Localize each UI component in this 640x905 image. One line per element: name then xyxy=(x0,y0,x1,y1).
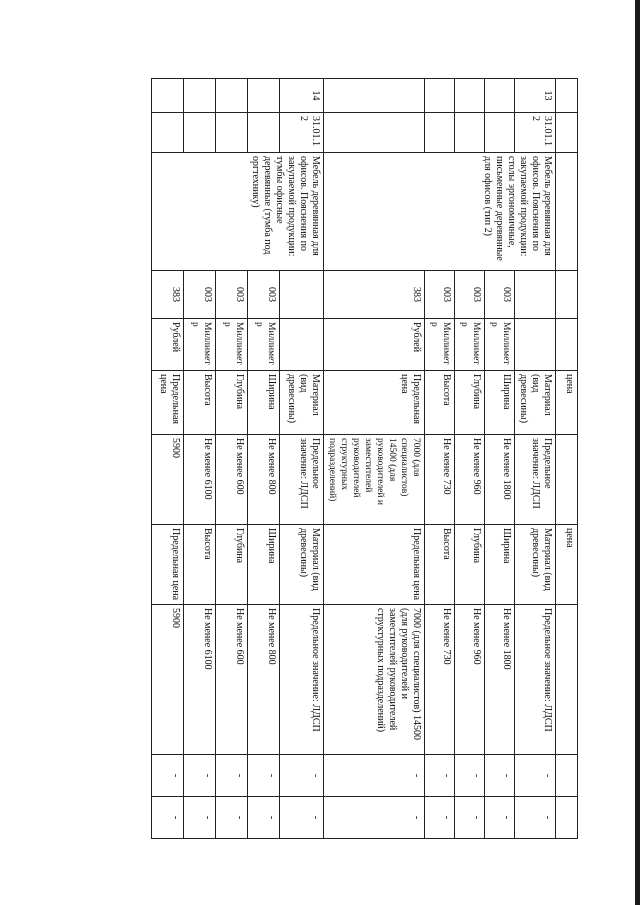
cell-unit-code xyxy=(515,271,556,319)
cell-unit: Миллиметр xyxy=(184,319,216,371)
cell-code xyxy=(485,113,515,153)
cell-num xyxy=(425,79,455,113)
cell-code xyxy=(216,113,248,153)
requirements-table xyxy=(151,78,578,839)
cell-unit-code: 003 xyxy=(455,271,485,319)
cell-num xyxy=(485,79,515,113)
cell-unit-code xyxy=(280,271,324,319)
cell-function: - xyxy=(455,797,485,839)
cell-function: - xyxy=(184,797,216,839)
cell-function: - xyxy=(324,797,425,839)
cell-value-2: Не менее 800 xyxy=(248,605,280,755)
cell-characteristic: Предельная цена xyxy=(152,371,184,435)
cell-value-2: Не менее 960 xyxy=(455,605,485,755)
cell-value: Не менее 960 xyxy=(455,435,485,525)
cell-characteristic: цена xyxy=(556,371,578,435)
cell-characteristic-2: Высота xyxy=(184,525,216,605)
cell-unit-code: 383 xyxy=(324,271,425,319)
cell-value-2: Предельное значение: ЛДСП xyxy=(280,605,324,755)
cell-characteristic-2: Глубина xyxy=(455,525,485,605)
cell-characteristic: Материал (вид древесины) xyxy=(280,371,324,435)
cell-characteristic-2: цена xyxy=(556,525,578,605)
cell-function: - xyxy=(216,797,248,839)
cell-characteristic: Предельная цена xyxy=(324,371,425,435)
cell-value-2: 7000 (для специалистов) 14500 (для руководителей и заместителей руководителей структурных подразделений) xyxy=(324,605,425,755)
cell-characteristic-2: Высота xyxy=(425,525,455,605)
cell-justification: - xyxy=(216,755,248,797)
cell-unit xyxy=(515,319,556,371)
cell-code xyxy=(152,113,184,153)
cell-unit-code: 003 xyxy=(425,271,455,319)
cell-name: Мебель деревянная для офисов. Пояснения по закупаемой продукции: тумбы офисные деревянные (тумба под оргтехнику) xyxy=(152,153,324,271)
cell-justification: - xyxy=(485,755,515,797)
cell-justification: - xyxy=(455,755,485,797)
cell-num xyxy=(248,79,280,113)
cell-code: 31.01.12 xyxy=(515,113,556,153)
cell-function: - xyxy=(515,797,556,839)
cell-characteristic: Ширина xyxy=(248,371,280,435)
cell-code: 31.01.12 xyxy=(280,113,324,153)
cell-justification: - xyxy=(515,755,556,797)
cell-justification: - xyxy=(152,755,184,797)
cell-value-2: Не менее 6100 xyxy=(184,605,216,755)
cell-characteristic-2: Предельная цена xyxy=(152,525,184,605)
cell-justification: - xyxy=(280,755,324,797)
cell-unit: Миллиметр xyxy=(455,319,485,371)
cell-function: - xyxy=(485,797,515,839)
cell-num xyxy=(152,79,184,113)
cell-unit: Рублей xyxy=(324,319,425,371)
cell-unit-code: 003 xyxy=(248,271,280,319)
cell-code xyxy=(556,113,578,153)
cell-characteristic-2: Материал (вид древесины) xyxy=(280,525,324,605)
cell-code xyxy=(455,113,485,153)
cell-name xyxy=(556,153,578,271)
cell-value-2: Не менее 600 xyxy=(216,605,248,755)
cell-unit: Миллиметр xyxy=(216,319,248,371)
cell-unit xyxy=(556,319,578,371)
cell-value-2: Не менее 1800 xyxy=(485,605,515,755)
cell-num xyxy=(216,79,248,113)
cell-value-2: Не менее 730 xyxy=(425,605,455,755)
cell-justification: - xyxy=(248,755,280,797)
cell-unit: Миллиметр xyxy=(425,319,455,371)
cell-value-2 xyxy=(556,605,578,755)
cell-function: - xyxy=(152,797,184,839)
cell-characteristic: Высота xyxy=(184,371,216,435)
cell-num xyxy=(184,79,216,113)
cell-characteristic-2: Ширина xyxy=(485,525,515,605)
cell-num xyxy=(324,79,425,113)
cell-value: Не менее 600 xyxy=(216,435,248,525)
cell-unit-code: 003 xyxy=(216,271,248,319)
cell-justification xyxy=(556,755,578,797)
cell-value: Не менее 1800 xyxy=(485,435,515,525)
cell-function: - xyxy=(280,797,324,839)
cell-code xyxy=(324,113,425,153)
cell-characteristic: Материал (вид древесины) xyxy=(515,371,556,435)
cell-characteristic-2: Предельная цена xyxy=(324,525,425,605)
table-row xyxy=(515,79,556,839)
cell-value: Не менее 6100 xyxy=(184,435,216,525)
cell-value xyxy=(556,435,578,525)
cell-value-2: Предельное значение: ЛДСП xyxy=(515,605,556,755)
cell-characteristic: Высота xyxy=(425,371,455,435)
cell-code xyxy=(425,113,455,153)
cell-unit-code xyxy=(556,271,578,319)
cell-justification: - xyxy=(425,755,455,797)
cell-code xyxy=(184,113,216,153)
cell-characteristic-2: Ширина xyxy=(248,525,280,605)
cell-value: Не менее 800 xyxy=(248,435,280,525)
cell-value: Предельное значение: ЛДСП xyxy=(280,435,324,525)
cell-code xyxy=(248,113,280,153)
table-row xyxy=(280,79,324,839)
cell-characteristic: Глубина xyxy=(216,371,248,435)
cell-value: 7000 (для специалистов) 14500 (для руководителей и заместителей руководителей структурных подразделений) xyxy=(324,435,425,525)
cell-value: Предельное значение: ЛДСП xyxy=(515,435,556,525)
table-row xyxy=(556,79,578,839)
cell-characteristic: Ширина xyxy=(485,371,515,435)
cell-num xyxy=(455,79,485,113)
cell-justification: - xyxy=(324,755,425,797)
cell-value-2: 5900 xyxy=(152,605,184,755)
cell-value: 5900 xyxy=(152,435,184,525)
cell-function: - xyxy=(248,797,280,839)
cell-unit: Миллиметр xyxy=(248,319,280,371)
cell-characteristic-2: Материал (вид древесины) xyxy=(515,525,556,605)
cell-unit-code: 003 xyxy=(485,271,515,319)
cell-num: 14 xyxy=(280,79,324,113)
cell-function: - xyxy=(425,797,455,839)
cell-unit: Рублей xyxy=(152,319,184,371)
cell-unit-code: 003 xyxy=(184,271,216,319)
cell-unit xyxy=(280,319,324,371)
cell-characteristic-2: Глубина xyxy=(216,525,248,605)
cell-num xyxy=(556,79,578,113)
cell-characteristic: Глубина xyxy=(455,371,485,435)
cell-value: Не менее 730 xyxy=(425,435,455,525)
cell-name: Мебель деревянная для офисов. Пояснения по закупаемой продукции: столы эргономичные, письменные деревянные для офисов (тип 2) xyxy=(324,153,556,271)
cell-function xyxy=(556,797,578,839)
cell-justification: - xyxy=(184,755,216,797)
cell-unit: Миллиметр xyxy=(485,319,515,371)
cell-num: 13 xyxy=(515,79,556,113)
cell-unit-code: 383 xyxy=(152,271,184,319)
